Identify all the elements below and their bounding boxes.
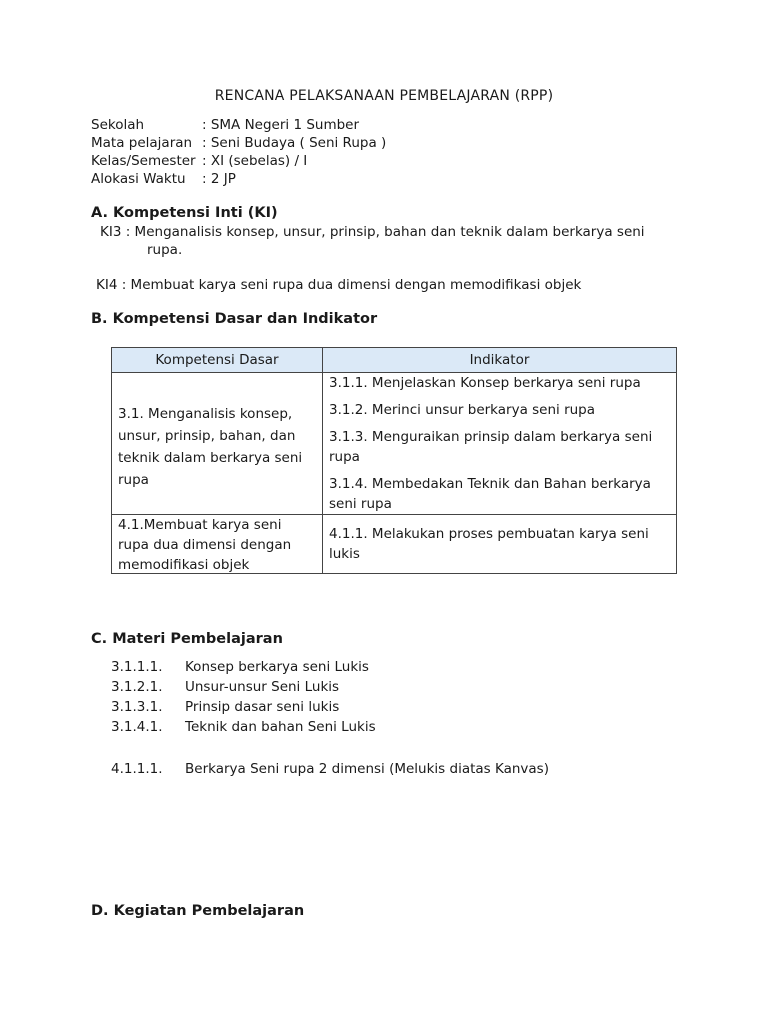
indicator-cell <box>323 373 677 515</box>
indicator-item <box>329 400 670 420</box>
kd-cell <box>112 515 323 574</box>
materi-item <box>111 719 376 735</box>
indicator-line: 3.1.3. Menguraikan prinsip dalam berkarya seni <box>329 429 653 445</box>
indicator-cell <box>323 515 677 574</box>
info-row-kelas-semester <box>91 153 307 171</box>
kd-line: unsur, prinsip, bahan, dan <box>118 428 296 444</box>
section-a-heading: A. Kompetensi Inti (KI) <box>91 205 278 221</box>
indicator-item <box>329 373 670 393</box>
kd-cell <box>112 373 323 515</box>
column-header-indikator: Indikator <box>323 348 677 373</box>
indicator-line: 3.1.2. Merinci unsur berkarya seni rupa <box>329 402 596 418</box>
info-row-alokasi-waktu <box>91 171 236 189</box>
section-d-heading: D. Kegiatan Pembelajaran <box>91 903 305 919</box>
ki3-text-continued: rupa. <box>147 242 183 258</box>
column-header-kd: Kompetensi Dasar <box>112 348 323 373</box>
info-label: Mata pelajaran <box>91 135 193 151</box>
table-row <box>112 373 677 515</box>
info-value: : 2 JP <box>202 171 236 187</box>
ki4-text: KI4 : Membuat karya seni rupa dua dimensi dengan memodifikasi objek <box>96 277 582 293</box>
materi-text: Prinsip dasar seni lukis <box>185 699 340 715</box>
materi-item <box>111 761 549 777</box>
kd-line: 4.1.Membuat karya seni <box>118 517 282 533</box>
materi-item <box>111 659 369 675</box>
info-label: Kelas/Semester <box>91 153 196 169</box>
section-b-heading: B. Kompetensi Dasar dan Indikator <box>91 311 378 327</box>
materi-text: Teknik dan bahan Seni Lukis <box>185 719 376 735</box>
materi-text: Berkarya Seni rupa 2 dimensi (Melukis diatas Kanvas) <box>185 761 549 777</box>
indicator-item <box>329 427 670 467</box>
section-c-heading: C. Materi Pembelajaran <box>91 631 283 647</box>
table-header-row <box>112 348 677 373</box>
indicator-line: 3.1.4. Membedakan Teknik dan Bahan berkarya <box>329 476 651 492</box>
kd-line: rupa dua dimensi dengan <box>118 537 292 553</box>
kd-line: rupa <box>118 472 149 488</box>
info-value: : Seni Budaya ( Seni Rupa ) <box>202 135 387 151</box>
indicator-line: 4.1.1. Melakukan proses pembuatan karya seni <box>329 526 649 542</box>
materi-number: 3.1.4.1. <box>111 719 163 735</box>
indicator-line: lukis <box>329 546 360 562</box>
kd-line: memodifikasi objek <box>118 557 250 573</box>
ki3-text: KI3 : Menganalisis konsep, unsur, prinsip, bahan dan teknik dalam berkarya seni <box>100 224 645 240</box>
kd-line: teknik dalam berkarya seni <box>118 450 303 466</box>
info-row-mata-pelajaran <box>91 135 386 153</box>
indicator-line: 3.1.1. Menjelaskan Konsep berkarya seni rupa <box>329 375 641 391</box>
info-value: : SMA Negeri 1 Sumber <box>202 117 360 133</box>
indicator-line: seni rupa <box>329 496 392 512</box>
materi-number: 3.1.3.1. <box>111 699 163 715</box>
materi-text: Unsur-unsur Seni Lukis <box>185 679 340 695</box>
indicator-line: rupa <box>329 449 360 465</box>
materi-number: 4.1.1.1. <box>111 761 163 777</box>
document-title: RENCANA PELAKSANAAN PEMBELAJARAN (RPP) <box>214 88 554 104</box>
materi-number: 3.1.1.1. <box>111 659 163 675</box>
info-row-sekolah <box>91 117 359 135</box>
info-label: Alokasi Waktu <box>91 171 186 187</box>
indicator-item <box>329 474 670 514</box>
info-value: : XI (sebelas) / I <box>202 153 308 169</box>
info-label: Sekolah <box>91 117 145 133</box>
materi-number: 3.1.2.1. <box>111 679 163 695</box>
kd-line: 3.1. Menganalisis konsep, <box>118 406 293 422</box>
materi-text: Konsep berkarya seni Lukis <box>185 659 369 675</box>
kd-indicator-table <box>111 347 677 574</box>
materi-item <box>111 699 339 715</box>
materi-item <box>111 679 339 695</box>
table-row <box>112 515 677 574</box>
